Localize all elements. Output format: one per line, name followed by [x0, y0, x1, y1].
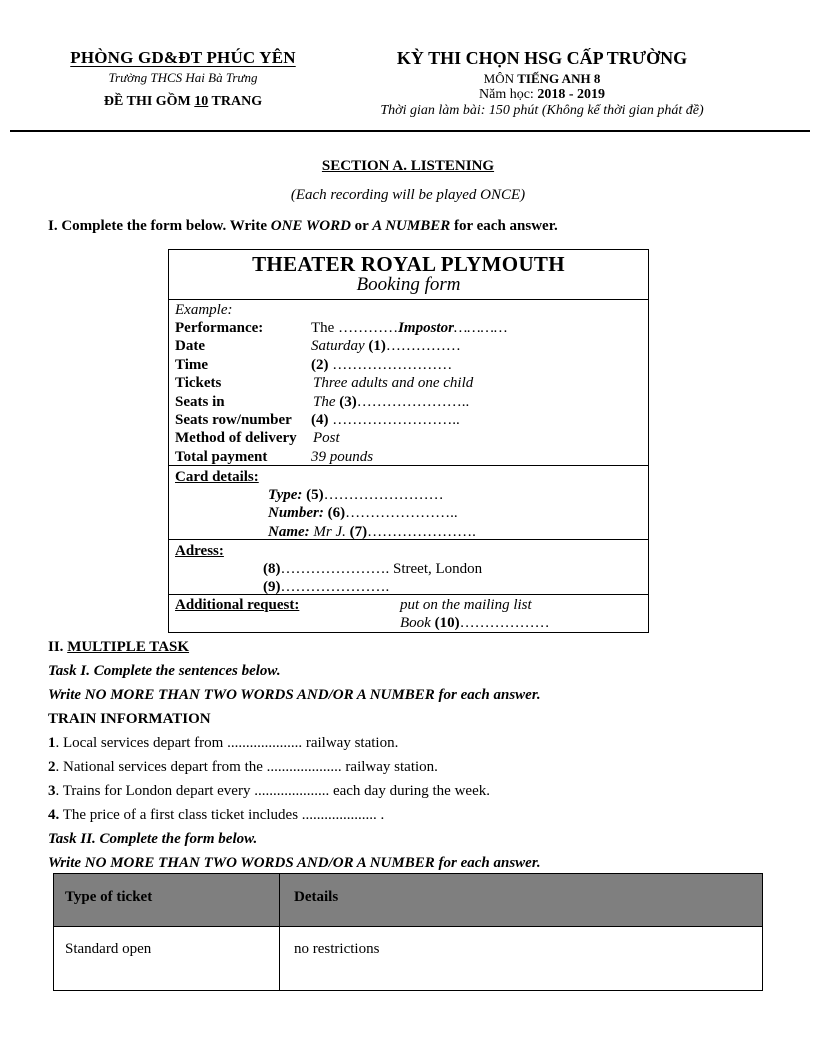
value-text: The	[313, 393, 340, 410]
question-number: (6)	[327, 505, 346, 522]
row-value	[311, 448, 373, 466]
section-title: SECTION A. LISTENING	[321, 158, 495, 174]
value-text: Post	[313, 430, 340, 447]
value-dots: ……………………	[328, 356, 453, 373]
sentence-3	[48, 783, 490, 800]
sentence-2	[48, 759, 438, 776]
question-number: (10)	[434, 615, 460, 631]
task1-title: Task I. Complete the sentences below.	[48, 663, 281, 679]
form-booking-details	[169, 300, 648, 466]
row-label: Seats in	[175, 393, 225, 410]
exam-subject	[350, 71, 734, 87]
value-text: Three adults and one child	[313, 375, 474, 392]
row-label: Performance:	[175, 320, 264, 336]
value-dots: …………………..	[345, 505, 458, 522]
row-value	[311, 356, 452, 374]
sentence-number: 1	[48, 735, 56, 751]
form-header	[169, 250, 648, 300]
sentence-number: 3	[48, 783, 56, 799]
form-row-tickets	[175, 374, 648, 392]
address-text: Street, London	[389, 561, 483, 577]
form-card-details	[169, 466, 648, 540]
card-type-line	[175, 486, 648, 504]
request-label: Additional request:	[175, 597, 300, 613]
row-value	[311, 393, 469, 411]
header-details: Details	[294, 889, 339, 905]
school-name: Trường THCS Hai Bà Trưng	[108, 70, 258, 85]
row-label: Seats row/number	[175, 411, 292, 428]
page-count	[52, 94, 314, 110]
sentence-1	[48, 735, 398, 752]
question-number: (7)	[349, 523, 368, 540]
row-label: Tickets	[175, 375, 222, 392]
task1-instruction: Write NO MORE THAN TWO WORDS AND/OR A NUMBER for each answer.	[48, 687, 541, 703]
card-type-label: Type:	[268, 487, 307, 503]
sentence-text: . Local services depart from .................... railway station.	[55, 735, 399, 751]
card-number-label: Number:	[268, 505, 328, 522]
form-title: THEATER ROYAL PLYMOUTH	[252, 252, 565, 276]
form-row-delivery	[175, 429, 648, 447]
cell-ticket-type: Standard open	[54, 927, 280, 991]
request-text: put on the mailing list	[400, 597, 532, 613]
example-label: Example:	[175, 302, 233, 318]
request-line-1	[175, 596, 648, 614]
task2-instruction: Write NO MORE THAN TWO WORDS AND/OR A NUMBER for each answer.	[48, 855, 541, 871]
page-count-number: 10	[194, 94, 209, 109]
question-number: (8)	[263, 561, 281, 577]
sentence-text: . Trains for London depart every .................... each day during the week.	[55, 783, 490, 799]
address-label: Adress:	[175, 543, 224, 559]
subject-name: TIẾNG ANH 8	[517, 71, 601, 86]
row-value	[311, 411, 460, 429]
row-value	[311, 429, 340, 447]
row-label: Date	[175, 338, 205, 355]
sentence-number: 4.	[48, 807, 60, 823]
form-row-payment	[175, 448, 648, 466]
school-year	[350, 87, 734, 103]
form-subtitle: Booking form	[356, 274, 461, 295]
row-label: Time	[175, 356, 209, 373]
row-label: Method of delivery	[175, 430, 297, 447]
form-row-seats-row	[175, 411, 648, 429]
instr-part-c: or	[350, 218, 373, 234]
card-name-label: Name:	[268, 523, 314, 540]
request-text: Book	[400, 615, 435, 631]
value-dots: ………………….	[367, 523, 476, 540]
value-text: Saturday	[311, 338, 369, 355]
subject-prefix: MÔN	[483, 71, 518, 86]
form-additional-request	[169, 595, 648, 632]
sentence-number: 2	[48, 759, 56, 775]
value-answer: Impostor	[398, 320, 454, 336]
year-value: 2018 - 2019	[537, 87, 605, 102]
heading-prefix: II.	[48, 639, 68, 655]
section-note: (Each recording will be played ONCE)	[290, 187, 526, 203]
value-dots: ………………….	[280, 579, 390, 596]
row-value	[311, 374, 473, 392]
exam-time: Thời gian làm bài: 150 phút (Không kể thời gian phát đề)	[380, 103, 704, 118]
row-value	[311, 337, 461, 355]
row-label: Total payment	[175, 448, 268, 465]
row-value	[311, 319, 507, 337]
header-type-of-ticket: Type of ticket	[54, 874, 280, 926]
instr-part-a: I. Complete the form below. Write	[48, 218, 271, 234]
question-number: (5)	[306, 487, 324, 503]
instr-part-b: ONE WORD	[270, 218, 351, 234]
train-info-heading: TRAIN INFORMATION	[48, 711, 211, 727]
year-label: Năm học:	[479, 87, 538, 102]
booking-form	[168, 249, 649, 633]
value-dots: ……………………..	[328, 411, 460, 428]
card-number-line	[175, 504, 648, 522]
question-number: (9)	[263, 579, 281, 596]
form-row-date	[175, 337, 648, 355]
value-dots: ………………	[459, 615, 550, 631]
table-row	[54, 927, 762, 991]
department-name: PHÒNG GD&ĐT PHÚC YÊN	[70, 48, 296, 67]
card-details-label: Card details:	[175, 469, 259, 485]
question-number: (3)	[339, 393, 357, 410]
value-text: 39 pounds	[311, 448, 374, 465]
request-line-2	[175, 614, 648, 632]
form-row-time	[175, 356, 648, 374]
form-row-seats-in	[175, 393, 648, 411]
part2-heading	[48, 639, 189, 656]
task2-title: Task II. Complete the form below.	[48, 831, 258, 847]
exam-title: KỲ THI CHỌN HSG CẤP TRƯỜNG	[396, 48, 688, 68]
ticket-table	[53, 873, 763, 991]
form-row-performance	[175, 319, 648, 337]
instr-part-d: A NUMBER	[372, 218, 451, 234]
question-number: (4)	[311, 411, 329, 428]
value-pre: The …………	[311, 320, 399, 336]
part1-instruction	[48, 218, 558, 235]
value-dots: ……………………	[323, 487, 444, 503]
table-header-row	[54, 874, 762, 927]
card-name-line	[175, 523, 648, 541]
value-dots: ………………….	[280, 561, 390, 577]
cell-ticket-details: no restrictions	[294, 941, 380, 957]
form-address	[169, 540, 648, 595]
value-dots: ……………	[385, 338, 461, 355]
sentence-text: The price of a first class ticket includes .................... .	[59, 807, 385, 823]
header-divider	[10, 130, 810, 132]
sentence-4	[48, 807, 384, 824]
header-right	[350, 48, 734, 119]
sentence-text: . National services depart from the .................... railway station.	[55, 759, 438, 775]
address-line-1	[175, 560, 648, 578]
value-dots: …………………..	[356, 393, 470, 410]
header-left	[52, 48, 314, 110]
heading-text: MULTIPLE TASK	[67, 639, 190, 655]
instr-part-e: for each answer.	[450, 218, 558, 234]
value-dots: …………	[453, 320, 508, 336]
page-count-prefix: ĐỀ THI GỒM	[103, 94, 195, 109]
question-number: (2)	[311, 356, 329, 373]
question-number: (1)	[368, 338, 386, 355]
page-count-suffix: TRANG	[208, 94, 263, 109]
card-name-value: Mr J.	[313, 523, 350, 540]
